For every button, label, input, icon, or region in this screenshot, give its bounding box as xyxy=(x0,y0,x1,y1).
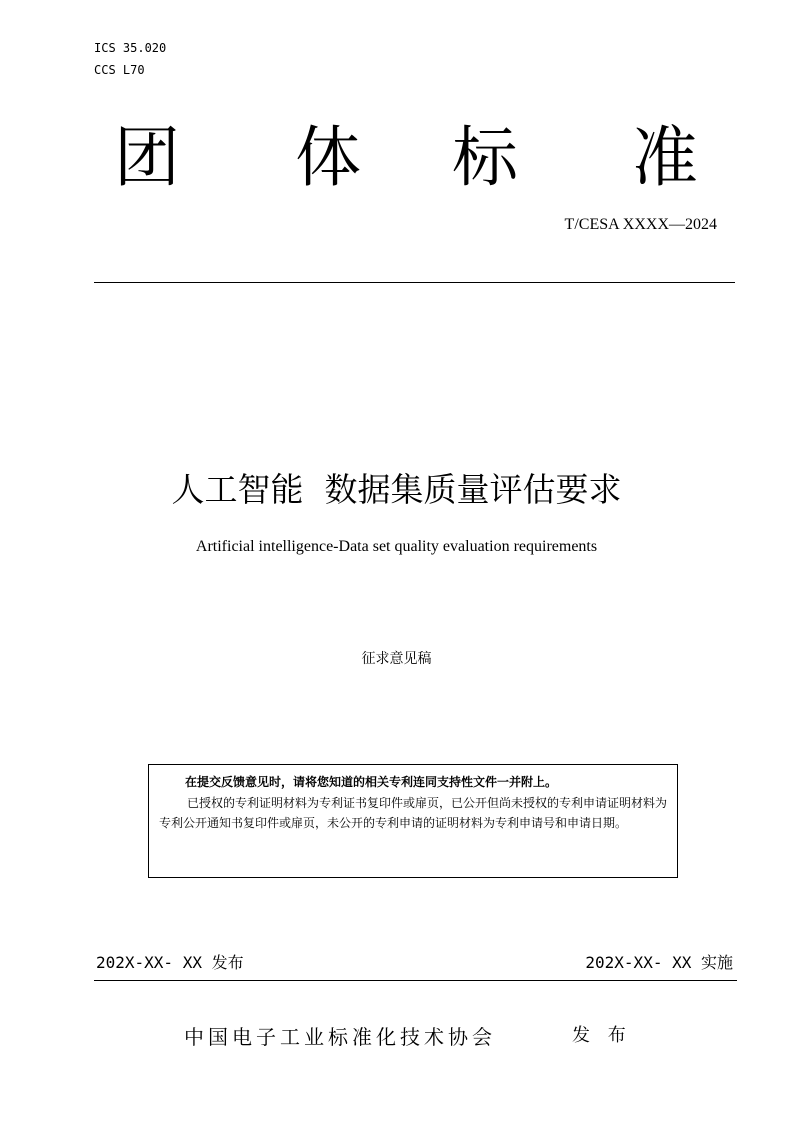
standard-type-char-4: 准 xyxy=(632,119,698,196)
issue-date: 202X-XX- XX 发布 xyxy=(96,953,244,972)
title-chinese: 人工智能 数据集质量评估要求 xyxy=(171,470,622,509)
title-english: Artificial intelligence-Data set quality evaluation requirements xyxy=(195,538,598,555)
patent-notice-heading: 在提交反馈意见时，请将您知道的相关专利连同支持性文件一并附上。 xyxy=(185,775,558,789)
patent-notice-box xyxy=(148,764,678,878)
ics-code: ICS 35.020 xyxy=(94,41,167,55)
implementation-date: 202X-XX- XX 实施 xyxy=(585,953,733,972)
patent-notice-body: 已授权的专利证明材料为专利证书复印件或扉页，已公开但尚未授权的专利申请证明材料为专利公开通知书复印件或扉页，未公开的专利申请的证明材料为专利申请号和申请日期。 xyxy=(159,796,668,830)
standard-type-char-1: 团 xyxy=(114,119,180,196)
bottom-divider xyxy=(94,980,737,981)
publishing-organization: 中国电子工业标准化技术协会 xyxy=(184,1025,496,1049)
draft-status: 征求意见稿 xyxy=(361,651,432,667)
top-divider xyxy=(94,282,735,283)
standard-type-char-3: 标 xyxy=(452,119,518,196)
publish-label: 发 布 xyxy=(572,1025,632,1046)
standard-number: T/CESA XXXX—2024 xyxy=(564,216,717,233)
standard-type-char-2: 体 xyxy=(295,119,361,196)
ccs-code: CCS L70 xyxy=(94,63,145,77)
